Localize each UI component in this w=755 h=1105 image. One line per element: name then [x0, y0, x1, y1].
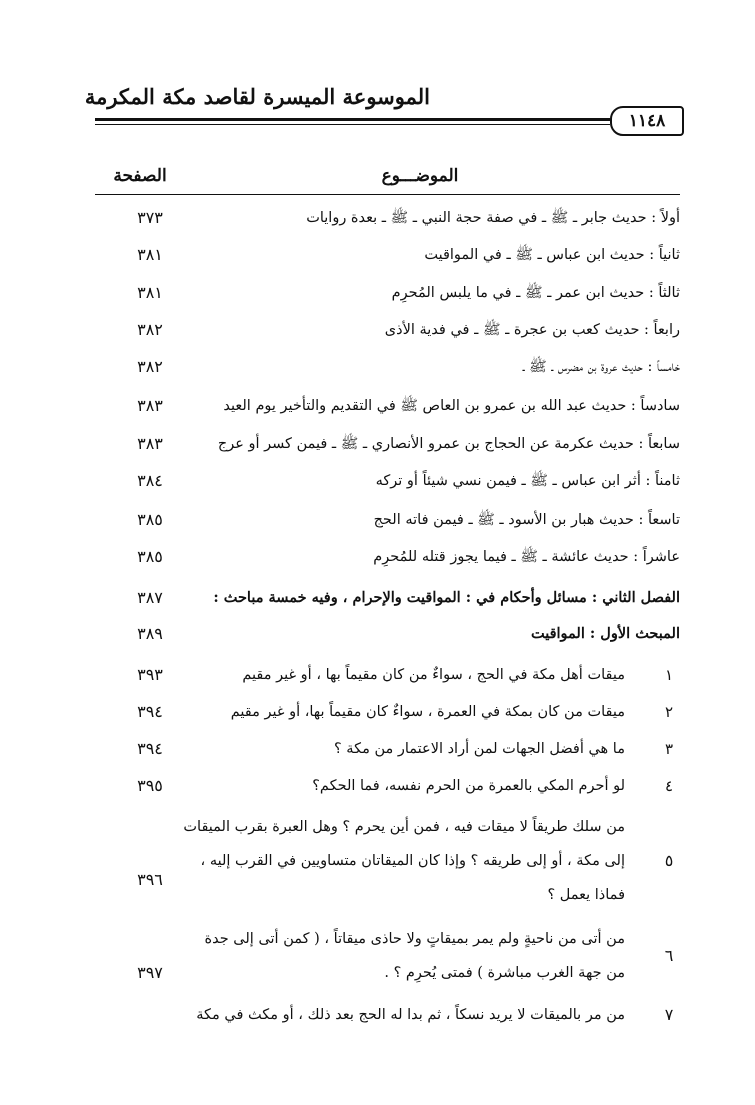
toc-item5-line [95, 812, 625, 842]
toc-page: ٣٨٣ [137, 434, 163, 453]
header-rule [95, 118, 610, 121]
toc-row [95, 542, 680, 572]
toc-row [95, 352, 680, 382]
toc-page: ٣٨٥ [137, 510, 163, 529]
toc-row-section [95, 619, 680, 649]
toc-topic: سادساً : حديث عبد الله بن عمرو بن العاص ﷺ في التقديم والتأخير يوم العيد [223, 398, 680, 414]
toc-row [95, 240, 680, 270]
toc-topic: تاسعاً : حديث هبار بن الأسود ـ ﷺ ـ فيمن فاته الحج [373, 512, 680, 528]
toc-page: ٣٩٤ [137, 739, 163, 758]
toc-page: ٣٩٧ [137, 963, 163, 982]
item-number: ٢ [664, 703, 674, 721]
toc-page: ٣٩٦ [137, 870, 163, 889]
toc-row [95, 203, 680, 233]
column-header-topic: الموضـــوع [381, 166, 459, 186]
toc-numbered-row [95, 660, 680, 690]
toc-topic: ميقات من كان بمكة في العمرة ، سواءٌ كان مقيماً بها، أو غير مقيم [230, 704, 625, 720]
item-number: ٧ [664, 1005, 674, 1024]
item-number: ٦ [664, 946, 674, 965]
toc-page: ٣٨٣ [137, 396, 163, 415]
toc-row-chapter [95, 583, 680, 613]
toc-page: ٣٩٤ [137, 702, 163, 721]
toc-topic: ميقات أهل مكة في الحج ، سواءٌ من كان مقيماً بها ، أو غير مقيم [242, 667, 625, 683]
toc-topic: ثامناً : أثر ابن عباس ـ ﷺ ـ فيمن نسي شيئاً أو تركه [375, 473, 680, 489]
toc-page: ٣٨٧ [137, 588, 163, 607]
toc-topic-line: من سلك طريقاً لا ميقات فيه ، فمن أين يحرم ؟ وهل العبرة بقرب الميقات [183, 819, 625, 835]
item-number: ٣ [664, 740, 674, 758]
item-number: ٤ [664, 777, 674, 795]
toc-topic-line: من جهة الغرب مباشرة ) فمتى يُحرِم ؟ . [384, 965, 625, 981]
toc-item6-line [95, 924, 625, 954]
toc-row [95, 429, 680, 459]
toc-page: ٣٨١ [137, 245, 163, 264]
toc-page: ٣٨٥ [137, 547, 163, 566]
toc-topic: أولاً : حديث جابر ـ ﷺ ـ في صفة حجة النبي ـ ﷺ ـ بعدة روايات [306, 210, 680, 226]
toc-page: ٣٧٣ [137, 208, 163, 227]
toc-row [95, 391, 680, 421]
toc-topic: ثالثاً : حديث ابن عمر ـ ﷺ ـ في ما يلبس المُحرِم [391, 285, 680, 301]
page-number-badge: ١١٤٨ [610, 106, 684, 136]
running-title: الموسوعة الميسرة لقاصد مكة المكرمة [84, 84, 430, 109]
toc-topic-line: فماذا يعمل ؟ [547, 887, 625, 903]
toc-topic: رابعاً : حديث كعب بن عجرة ـ ﷺ ـ في فدية الأذى [384, 322, 680, 338]
toc-page: ٣٩٣ [137, 665, 163, 684]
toc-topic-line: من أتى من ناحيةٍ ولم يمر بميقاتٍ ولا حاذى ميقاتاً ، ( كمن أتى إلى جدة [204, 931, 625, 947]
toc-page: ٣٨٤ [137, 471, 163, 490]
toc-row [95, 505, 680, 535]
toc-row [95, 466, 680, 496]
toc-page: ٣٩٥ [137, 776, 163, 795]
section-heading: المبحث الأول : المواقيت [530, 625, 680, 642]
toc-item7-line [95, 1000, 625, 1030]
toc-page: ٣٨٢ [137, 320, 163, 339]
toc-numbered-row [95, 697, 680, 727]
toc-numbered-row [95, 771, 680, 801]
toc-topic-line: من مر بالميقات لا يريد نسكاً ، ثم بدا له الحج بعد ذلك ، أو مكث في مكة [196, 1007, 625, 1023]
toc-numbered-row [95, 734, 680, 764]
header-rule-thin [95, 124, 610, 125]
toc-topic: عاشراً : حديث عائشة ـ ﷺ ـ فيما يجوز قتله للمُحرِم [373, 549, 680, 565]
toc-row [95, 315, 680, 345]
item-number: ٥ [664, 851, 674, 870]
column-header-page: الصفحة [113, 166, 167, 186]
column-header-rule [95, 194, 680, 195]
toc-page: ٣٨١ [137, 283, 163, 302]
toc-topic: سابعاً : حديث عكرمة عن الحجاج بن عمرو الأنصاري ـ ﷺ ـ فيمن كسر أو عرج [217, 436, 680, 452]
chapter-heading: الفصل الثاني : مسائل وأحكام في : المواقيت والإحرام ، وفيه خمسة مباحث : [213, 589, 680, 606]
toc-topic: لو أحرم المكي بالعمرة من الحرم نفسه، فما الحكم؟ [312, 778, 625, 794]
item-number: ١ [664, 666, 674, 684]
toc-topic: ثانياً : حديث ابن عباس ـ ﷺ ـ في المواقيت [424, 247, 680, 263]
toc-row [95, 278, 680, 308]
toc-page: ٣٨٢ [137, 357, 163, 376]
toc-page: ٣٨٩ [137, 624, 163, 643]
toc-topic-line: إلى مكة ، أو إلى طريقه ؟ وإذا كان الميقاتان متساويين في القرب إليه ، [200, 853, 625, 869]
toc-topic: ما هي أفضل الجهات لمن أراد الاعتمار من مكة ؟ [333, 741, 625, 757]
toc-topic: خامساً : حديث عروة بن مضرس ـ ﷺ ـ [522, 359, 680, 375]
